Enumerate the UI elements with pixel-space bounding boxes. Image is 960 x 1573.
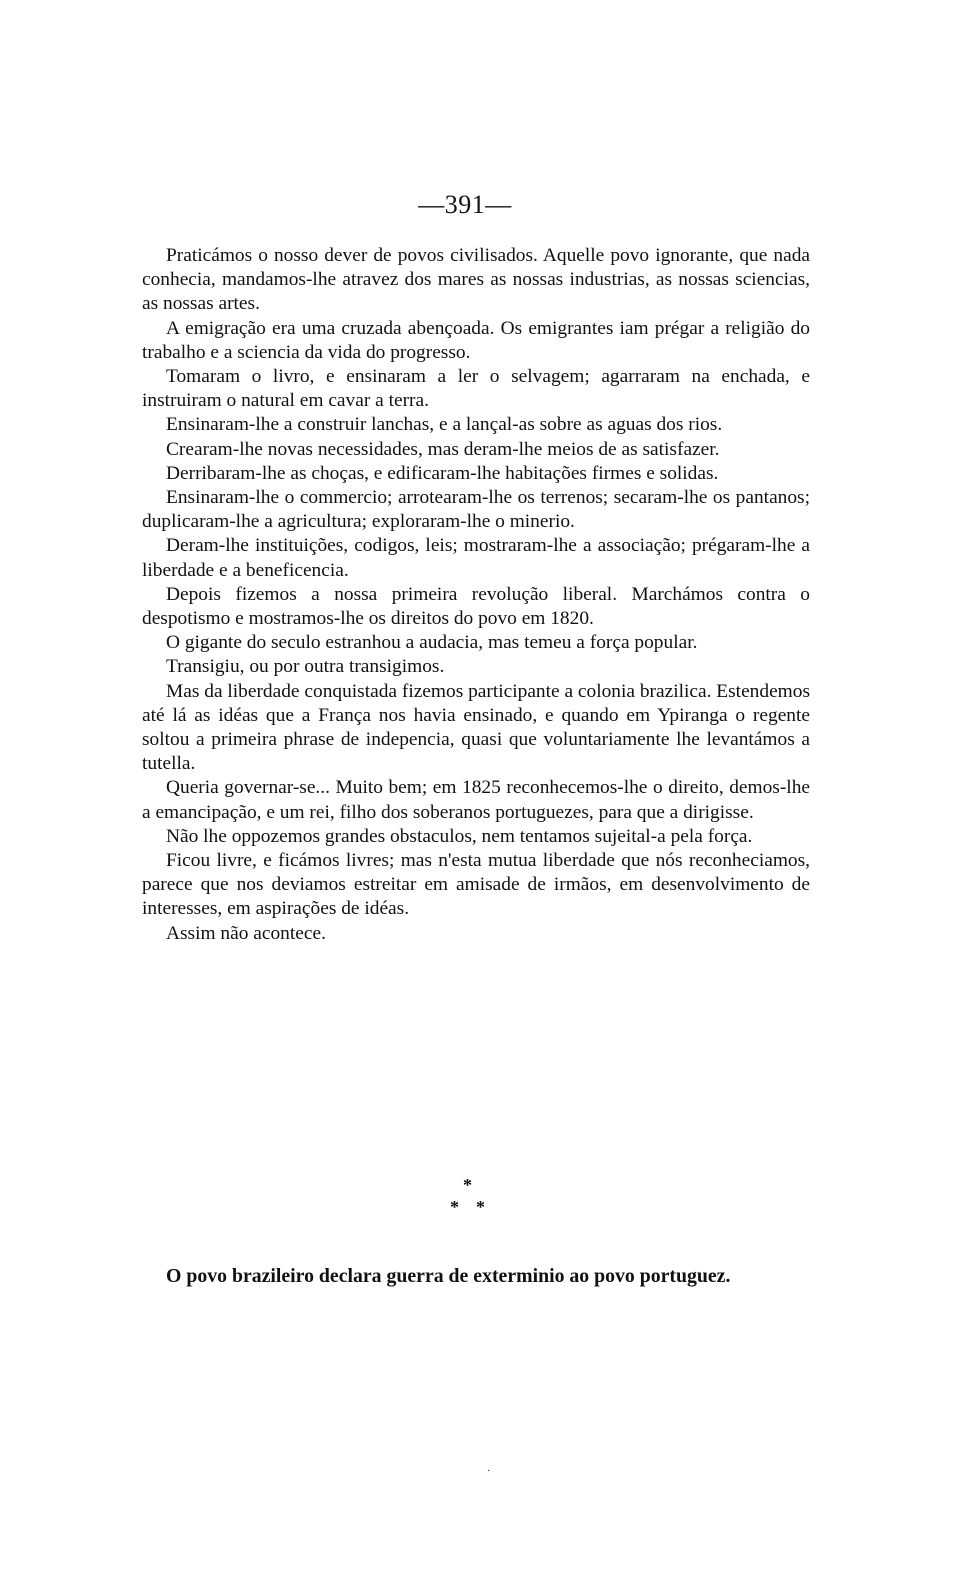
paragraph: Ficou livre, e ficámos livres; mas n'esta mutua liberdade que nós reconheciamos, parece que nos deviamos estreitar em amisade de irmãos, em desenvolvimento de interesses, em aspirações de idéas.	[142, 850, 810, 920]
closing-section	[142, 1264, 810, 1289]
paragraph: Mas da liberdade conquistada fizemos participante a colonia brazilica. Estendemos até lá as idéas que a França nos havia ensinado, e quando em Ypiranga o regente soltou a primeira phrase de indepencia, quasi que voluntariamente lhe levantámos a tutella.	[142, 680, 810, 775]
paragraph: Transigiu, ou por outra transigimos.	[166, 656, 445, 678]
body-text	[142, 244, 810, 946]
paragraph: Deram-lhe instituições, codigos, leis; mostraram-lhe a associação; prégaram-lhe a liberdade e a beneficencia.	[142, 535, 810, 581]
asterisk-icon: *	[450, 1197, 459, 1217]
paragraph: Não lhe oppozemos grandes obstaculos, nem tentamos sujeital-a pela força.	[166, 825, 753, 847]
paragraph: Assim não acontece.	[166, 922, 326, 944]
paragraph: O gigante do seculo estranhou a audacia, mas temeu a força popular.	[166, 632, 698, 654]
paragraph: Crearam-lhe novas necessidades, mas deram-lhe meios de as satisfazer.	[166, 438, 720, 460]
asterisk-icon: *	[476, 1197, 485, 1217]
paragraph: Tomaram o livro, e ensinaram a ler o selvagem; agarraram na enchada, e instruiram o natural em cavar a terra.	[142, 366, 810, 412]
paragraph: Praticámos o nosso dever de povos civilisados. Aquelle povo ignorante, que nada conhecia, mandamos-lhe atravez dos mares as nossas industrias, as nossas sciencias, as nossas artes.	[142, 245, 810, 315]
paragraph: A emigração era uma cruzada abençoada. Os emigrantes iam prégar a religião do trabalho e a sciencia da vida do progresso.	[142, 317, 810, 363]
paragraph: Ensinaram-lhe a construir lanchas, e a lançal-as sobre as aguas dos rios.	[166, 414, 723, 436]
paragraph: Derribaram-lhe as choças, e edificaram-lhe habitações firmes e solidas.	[166, 462, 719, 484]
paragraph: Ensinaram-lhe o commercio; arrotearam-lhe os terrenos; secaram-lhe os pantanos; duplicaram-lhe a agricultura; exploraram-lhe o minerio.	[142, 487, 810, 533]
page-number: —391—	[418, 190, 512, 219]
closing-paragraph: O povo brazileiro declara guerra de exterminio ao povo portuguez.	[166, 1265, 731, 1287]
print-speck: ·	[487, 1466, 491, 1477]
asterisk-icon: *	[463, 1175, 472, 1195]
asterism-divider	[438, 1176, 498, 1216]
paragraph: Depois fizemos a nossa primeira revolução liberal. Marchámos contra o despotismo e mostramos-lhe os direitos do povo em 1820.	[142, 583, 810, 630]
paragraph: Queria governar-se... Muito bem; em 1825 reconhecemos-lhe o direito, demos-lhe a emancipação, e um rei, filho dos soberanos portuguezes, para que a dirigisse.	[142, 777, 810, 823]
